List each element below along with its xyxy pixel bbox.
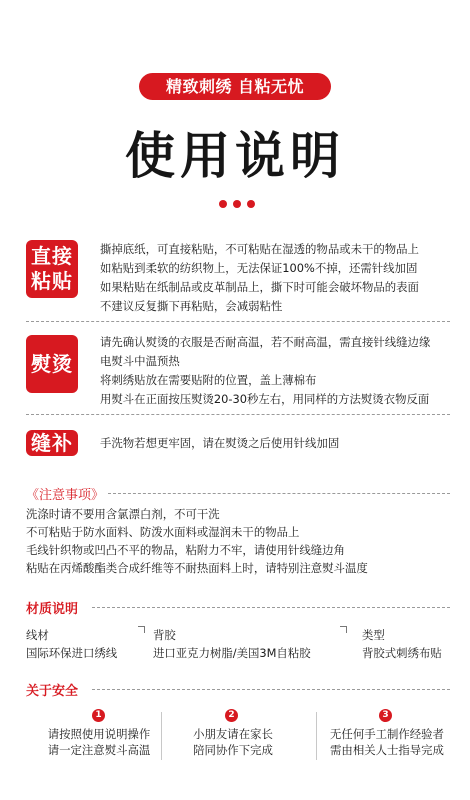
safety-line: 需由相关人士指导完成 (330, 743, 444, 757)
corner-mark (138, 626, 145, 633)
material-item-thread (26, 626, 117, 662)
safety-badge-2: 2 (225, 709, 238, 722)
dot-1 (219, 200, 227, 208)
materials-title: 材质说明 (26, 602, 79, 617)
notes-title: 《注意事项》 (26, 488, 105, 503)
direct-paste-text (100, 240, 460, 316)
corner-mark (340, 626, 347, 633)
safety-line: 陪同协作下完成 (193, 743, 273, 757)
safety-item-3 (318, 726, 456, 758)
material-value: 进口亚克力树脂/美国3M自粘胶 (153, 646, 311, 660)
text-line: 电熨斗中温预热 (100, 354, 180, 368)
safety-badge-1: 1 (92, 709, 105, 722)
text-line: 将刺绣贴放在需要贴附的位置，盖上薄棉布 (100, 373, 317, 387)
text-line: 请先确认熨烫的衣服是否耐高温，若不耐高温，需直接针线缝边缘 (100, 335, 431, 349)
material-value: 背胶式刺绣布贴 (362, 646, 442, 660)
divider (26, 414, 450, 415)
label-ironing (26, 335, 78, 393)
materials-rule (92, 607, 450, 608)
material-value: 国际环保进口绣线 (26, 646, 118, 660)
label-line: 熨烫 (31, 351, 73, 376)
label-direct-paste (26, 240, 78, 298)
dot-3 (247, 200, 255, 208)
safety-line: 请一定注意熨斗高温 (47, 743, 151, 757)
label-line: 直接 (31, 244, 73, 268)
notes-line: 粘贴在丙烯酸酯类合成纤维等不耐热面料上时，请特别注意熨斗温度 (26, 561, 368, 575)
safety-item-1 (26, 726, 172, 758)
text-line: 不建议反复撕下再粘贴，会减弱粘性 (100, 299, 283, 313)
column-separator (161, 712, 162, 760)
text-line: 撕掉底纸，可直接粘贴，不可粘贴在湿透的物品或未干的物品上 (100, 242, 419, 256)
column-separator (316, 712, 317, 760)
notes-line: 洗涤时请不要用含氯漂白剂，不可干洗 (26, 507, 220, 521)
slogan-banner: 精致刺绣 自粘无忧 (139, 73, 331, 100)
safety-line: 小朋友请在家长 (193, 727, 273, 741)
safety-rule (92, 689, 450, 690)
text-line: 如粘贴到柔软的纺织物上，无法保证100%不掉，还需针线加固 (100, 261, 418, 275)
label-line: 缝补 (31, 430, 73, 455)
safety-item-2 (168, 726, 298, 758)
material-item-adhesive (153, 626, 311, 662)
dot-2 (233, 200, 241, 208)
safety-title: 关于安全 (26, 684, 79, 699)
text-line: 用熨斗在正面按压熨烫20-30秒左右，用同样的方法熨烫衣物反面 (100, 392, 430, 406)
material-name: 类型 (362, 628, 385, 642)
page-title: 使用说明 (125, 127, 345, 185)
notes-rule (108, 493, 450, 494)
decorative-dots (219, 200, 259, 210)
divider (26, 321, 450, 322)
ironing-text (100, 333, 460, 409)
text-line: 如果粘贴在纸制品或皮革制品上，撕下时可能会破坏物品的表面 (100, 280, 419, 294)
material-name: 背胶 (153, 628, 176, 642)
safety-line: 无任何手工制作经验者 (330, 727, 444, 741)
safety-line: 请按照使用说明操作 (47, 727, 151, 741)
notes-line: 毛线针织物或凹凸不平的物品，粘附力不牢，请使用针线缝边角 (26, 543, 345, 557)
sewing-text (100, 434, 460, 453)
label-line: 粘贴 (31, 269, 73, 293)
material-item-type (362, 626, 442, 662)
label-sewing (26, 430, 78, 456)
text-line: 手洗物若想更牢固，请在熨烫之后使用针线加固 (100, 436, 340, 450)
notes-line: 不可粘贴于防水面料、防泼水面料或湿润未干的物品上 (26, 525, 300, 539)
safety-badge-3: 3 (379, 709, 392, 722)
material-name: 线材 (26, 628, 49, 642)
notes-list (26, 505, 460, 577)
